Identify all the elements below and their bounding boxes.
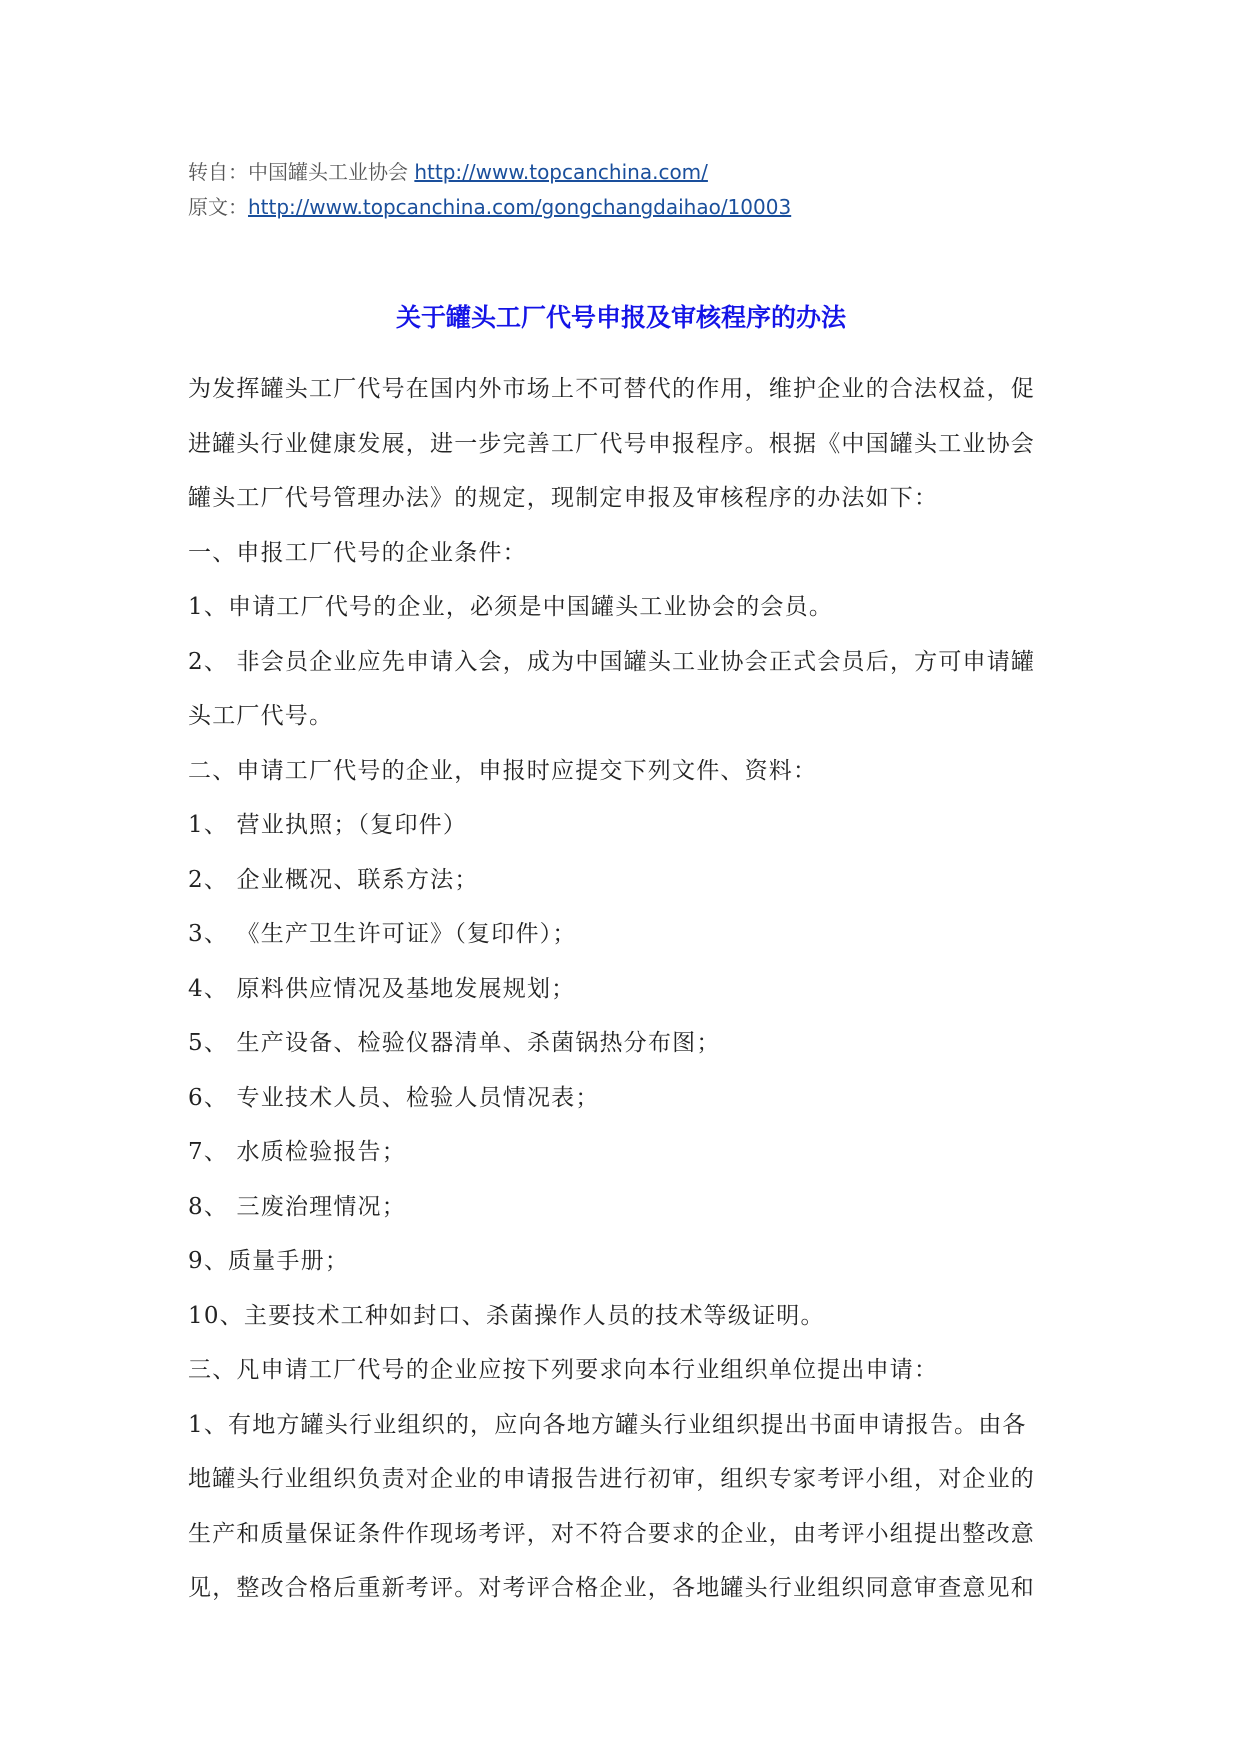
original-line	[188, 191, 791, 220]
list-item: 3、 《生产卫生许可证》（复印件）；	[188, 921, 577, 947]
list-item: 2、 非会员企业应先申请入会，成为中国罐头工业协会正式会员后，方可申请罐	[188, 648, 1036, 675]
source-label: 转自：中国罐头工业协会	[188, 160, 415, 184]
original-link[interactable]: http://www.topcanchina.com/gongchangdaihao/10003	[248, 195, 792, 219]
body-line: 为发挥罐头工厂代号在国内外市场上不可替代的作用，维护企业的合法权益，促	[188, 376, 1035, 402]
source-line	[188, 156, 708, 185]
list-item: 5、 生产设备、检验仪器清单、杀菌锅热分布图；	[188, 1030, 721, 1056]
list-item: 10、主要技术工种如封口、杀菌操作人员的技术等级证明。	[188, 1302, 825, 1329]
list-item: 1、有地方罐头行业组织的，应向各地方罐头行业组织提出书面申请报告。由各	[188, 1411, 1027, 1438]
section-heading: 一、申报工厂代号的企业条件：	[188, 539, 527, 566]
body-line: 进罐头行业健康发展，进一步完善工厂代号申报程序。根据《中国罐头工业协会	[188, 430, 1035, 457]
body-line: 罐头工厂代号管理办法》的规定，现制定申报及审核程序的办法如下：	[188, 485, 939, 511]
source-link[interactable]: http://www.topcanchina.com/	[414, 160, 708, 184]
body-line: 地罐头行业组织负责对企业的申请报告进行初审，组织专家考评小组，对企业的	[188, 1466, 1035, 1492]
body-line: 生产和质量保证条件作现场考评，对不符合要求的企业，由考评小组提出整改意	[188, 1520, 1035, 1547]
list-item: 6、 专业技术人员、检验人员情况表；	[188, 1084, 600, 1111]
body-line: 头工厂代号。	[188, 703, 334, 729]
section-heading: 二、申请工厂代号的企业，申报时应提交下列文件、资料：	[188, 757, 818, 784]
document-body	[188, 362, 1058, 1616]
document-title: 关于罐头工厂代号申报及审核程序的办法	[395, 303, 846, 332]
list-item: 8、 三废治理情况；	[188, 1193, 406, 1220]
list-item: 1、申请工厂代号的企业，必须是中国罐头工业协会的会员。	[188, 594, 834, 620]
list-item: 9、质量手册；	[188, 1248, 350, 1274]
section-heading: 三、凡申请工厂代号的企业应按下列要求向本行业组织单位提出申请：	[188, 1357, 939, 1383]
original-label: 原文：	[188, 195, 248, 219]
list-item: 7、 水质检验报告；	[188, 1139, 406, 1165]
list-item: 1、 营业执照；（复印件）	[188, 812, 468, 838]
list-item: 4、 原料供应情况及基地发展规划；	[188, 975, 576, 1002]
body-line: 见，整改合格后重新考评。对考评合格企业，各地罐头行业组织同意审查意见和	[188, 1575, 1035, 1601]
list-item: 2、 企业概况、联系方法；	[188, 866, 479, 893]
